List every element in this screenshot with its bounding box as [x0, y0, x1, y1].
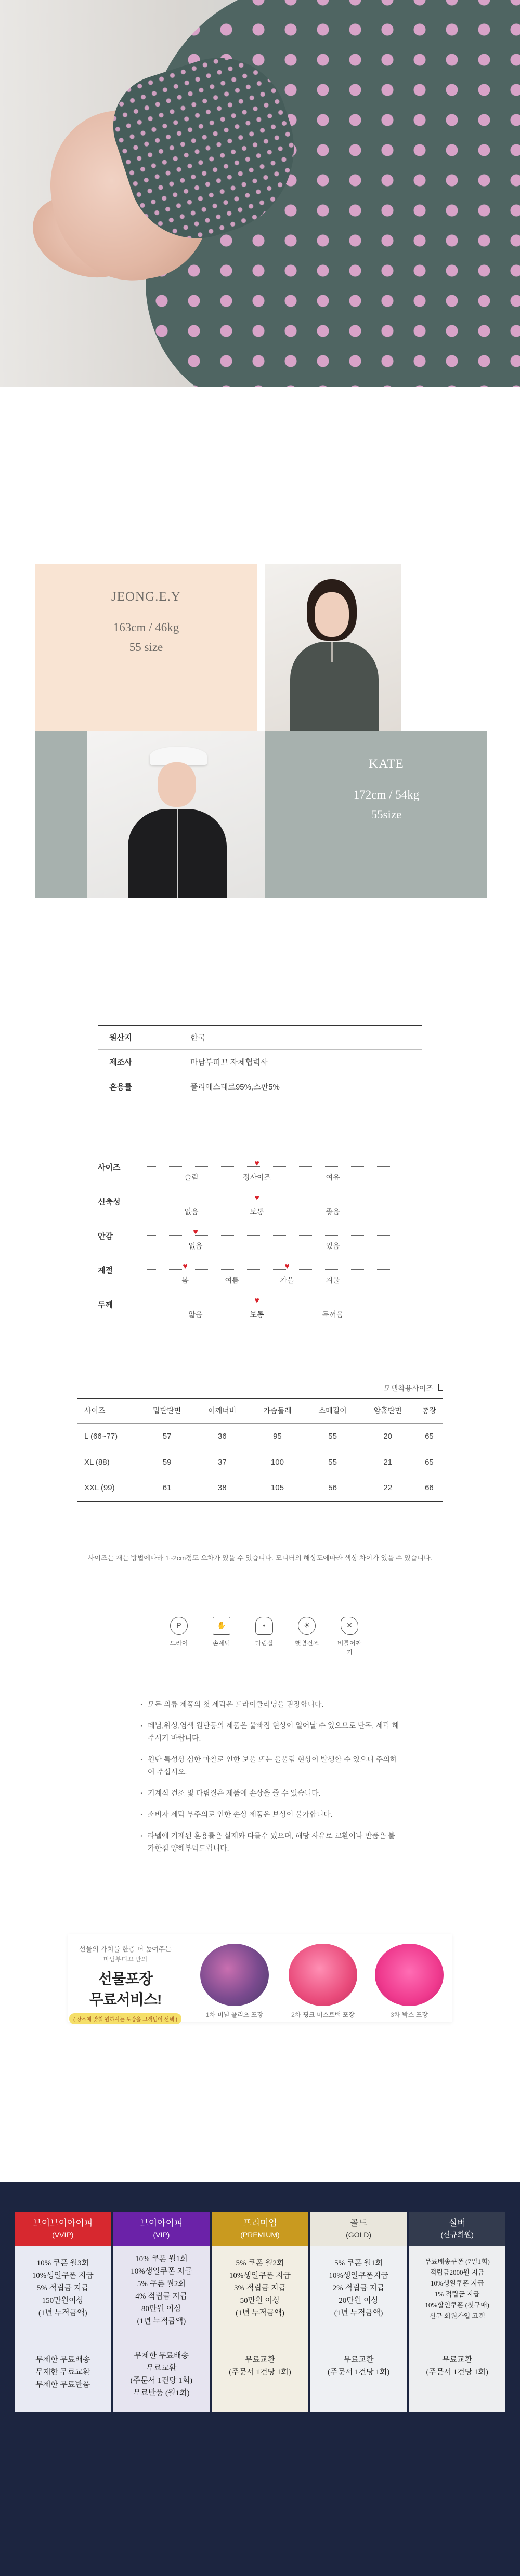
benefit: (1년 누적금액) — [38, 2309, 87, 2317]
benefit: 3% 적립금 지급 — [234, 2284, 286, 2292]
scale-option: 정사이즈 — [242, 1173, 271, 1181]
scale-option: 가을 — [280, 1276, 294, 1284]
heart-icon: ♥ — [183, 1262, 188, 1271]
benefit: 2% 적립금 지급 — [332, 2284, 385, 2292]
column-header: 어깨너비 — [194, 1398, 250, 1423]
info-key: 제조사 — [109, 1058, 132, 1067]
gift-line1: 선물의 가치를 한층 더 높여주는 — [79, 1945, 172, 1953]
scale-option: 좋음 — [326, 1207, 340, 1216]
heart-icon: ♥ — [284, 1262, 290, 1271]
gift-option-num: 3차 — [391, 2011, 400, 2019]
tier-header — [409, 2212, 505, 2246]
tier-name: 프리미엄 — [243, 2218, 277, 2228]
benefit: 50만원 이상 — [240, 2296, 280, 2305]
benefit: 10%생일쿠폰지급 — [329, 2272, 388, 2280]
info-key: 원산지 — [109, 1033, 132, 1042]
scale-option: 여유 — [326, 1173, 340, 1181]
benefit: 5% 쿠폰 월2회 — [137, 2280, 186, 2288]
care-label: 다림질 — [255, 1640, 274, 1647]
scale-option: 있음 — [326, 1242, 340, 1250]
model-2-name: KATE — [369, 757, 404, 771]
gift-option-image — [375, 1944, 444, 2006]
dry-clean-icon: P — [170, 1617, 188, 1635]
extra: 무제한 무료배송 — [35, 2356, 90, 2364]
sun-dry-icon: ☀ — [298, 1617, 316, 1635]
care-label: 드라이 — [170, 1640, 188, 1647]
scale-option: 없음 — [188, 1242, 203, 1250]
table-cell: XL (88) — [84, 1457, 110, 1467]
table-cell: 66 — [415, 1475, 443, 1501]
info-value: 한국 — [190, 1033, 205, 1042]
scale-label: 두께 — [98, 1300, 113, 1309]
gift-title-2: 무료서비스! — [89, 1991, 162, 2008]
table-header-row — [77, 1398, 443, 1423]
gift-option-image — [200, 1944, 269, 2006]
scale-label: 사이즈 — [98, 1163, 121, 1172]
extra: (주문서 1건당 1회) — [229, 2368, 291, 2376]
note-item: · 소비자 세탁 부주의로 인한 손상 제품은 보상이 불가합니다. — [139, 1808, 399, 1821]
table-cell: 100 — [270, 1457, 284, 1467]
tier-gold — [310, 2212, 407, 2412]
model-1-body: 163cm / 46kg — [113, 621, 179, 634]
care-item — [293, 1617, 320, 1657]
scale-option: 보통 — [250, 1207, 264, 1216]
scale-label: 계절 — [98, 1266, 113, 1275]
benefit: 10%생일쿠폰 지급 — [131, 2267, 192, 2276]
scale-option: 겨울 — [326, 1276, 340, 1284]
column-header: 가슴둘레 — [250, 1398, 305, 1423]
iron-icon: • — [255, 1617, 273, 1635]
gift-option-image — [289, 1944, 357, 2006]
tier-name: 실버 — [448, 2218, 466, 2228]
benefit: 5% 적립금 지급 — [36, 2284, 89, 2292]
table-row — [77, 1423, 443, 1449]
tier-vvip — [15, 2212, 111, 2412]
tier-body — [310, 2246, 407, 2412]
column-header: 총장 — [415, 1398, 443, 1423]
tier-header — [212, 2212, 308, 2246]
scale-option: 없음 — [184, 1207, 199, 1216]
table-cell: 95 — [273, 1431, 282, 1441]
benefit: 10% 쿠폰 월1회 — [135, 2255, 188, 2263]
benefit: 무료배송쿠폰 (7일1회) — [424, 2258, 490, 2265]
column-header: 밑단단면 — [139, 1398, 194, 1423]
benefit: 10%할인쿠폰 (첫구매) — [425, 2301, 489, 2309]
benefit: (1년 누적금액) — [137, 2317, 186, 2326]
info-row — [98, 1074, 422, 1099]
extra: (주문서 1건당 1회) — [327, 2368, 390, 2376]
membership-grid — [15, 2212, 505, 2412]
benefit: 5% 쿠폰 월2회 — [236, 2259, 284, 2267]
extra: 무료교환 — [245, 2356, 275, 2364]
model-2-size: 55size — [371, 808, 402, 821]
table-cell: 21 — [383, 1457, 393, 1467]
info-row — [98, 1025, 422, 1050]
benefit: 10%생일쿠폰 지급 — [229, 2272, 291, 2280]
gift-line2: 마담부띠끄 만의 — [103, 1956, 148, 1963]
extra: 무제한 무료교환 — [35, 2368, 90, 2376]
heart-icon: ♥ — [193, 1228, 198, 1237]
hand-wash-icon: ✋ — [213, 1617, 230, 1635]
hero-photo — [0, 0, 520, 387]
table-cell: XXL (99) — [77, 1475, 139, 1501]
column-header: 소매길이 — [305, 1398, 360, 1423]
no-wring-icon: ✕ — [341, 1617, 358, 1635]
benefit: (1년 누적금액) — [236, 2309, 284, 2317]
info-row — [98, 1050, 422, 1074]
tier-name: 브이아이피 — [140, 2218, 183, 2228]
tier-body — [113, 2246, 210, 2412]
scale-size — [98, 1153, 422, 1188]
column-header: 암홀단면 — [360, 1398, 415, 1423]
tier-header — [15, 2212, 111, 2246]
note-item: · 기계식 건조 및 다림질은 제품에 손상을 줄 수 있습니다. — [139, 1787, 399, 1799]
table-cell: 55 — [328, 1457, 337, 1467]
scale-option: 얇음 — [188, 1310, 203, 1319]
extra: 무료교환 — [442, 2356, 473, 2364]
size-chart — [77, 1382, 443, 1502]
info-key: 혼용률 — [109, 1083, 132, 1092]
extra: (주문서 1건당 1회) — [426, 2368, 488, 2376]
tier-header — [310, 2212, 407, 2246]
note-item: · 데님,워싱,염색 원단등의 제품은 물빠짐 현상이 일어날 수 있으므로 단독, 세탁 해주시기 바랍니다. — [139, 1719, 399, 1744]
benefit: 5% 쿠폰 월1회 — [334, 2259, 383, 2267]
tier-body — [212, 2246, 308, 2412]
gift-option-num: 1차 — [205, 2011, 216, 2019]
table-cell: 20 — [383, 1431, 393, 1441]
size-note: 사이즈는 재는 방법에따라 1~2cm정도 오차가 있을 수 있습니다. 모니터의 해상도에따라 색상 차이가 있을 수 있습니다. — [87, 1554, 433, 1562]
benefit: 신규 회원가입 고객 — [429, 2312, 485, 2320]
scale-thickness — [98, 1291, 422, 1325]
membership-benefits — [0, 2182, 520, 2576]
benefit: 10%생일쿠폰 지급 — [430, 2279, 484, 2287]
table-cell: 65 — [425, 1457, 434, 1467]
caption-text: 모델착용사이즈 — [384, 1384, 433, 1392]
tier-body — [409, 2246, 505, 2412]
scale-option: 보통 — [250, 1310, 264, 1319]
column-header: 사이즈 — [77, 1398, 139, 1423]
tier-sub: (신규회원) — [440, 2230, 474, 2239]
gift-option — [368, 1944, 451, 2019]
care-label: 비틀어짜기 — [337, 1640, 362, 1656]
model-1-name: JEONG.E.Y — [111, 590, 181, 604]
scale-option: 슬림 — [184, 1173, 199, 1181]
table-cell: 105 — [250, 1475, 305, 1501]
benefit: 150만원이상 — [42, 2296, 84, 2305]
note-item: · 모든 의류 제품의 첫 세탁은 드라이클리닝을 권장합니다. — [139, 1698, 399, 1710]
benefit: 10% 쿠폰 월3회 — [36, 2259, 89, 2267]
care-item — [208, 1617, 235, 1657]
scale-option: 두꺼움 — [322, 1310, 344, 1319]
scale-stretch — [98, 1188, 422, 1222]
care-notes — [139, 1698, 399, 1863]
table-row — [77, 1475, 443, 1501]
table-cell: 57 — [162, 1431, 172, 1441]
benefit: 적립금2000원 지급 — [430, 2268, 485, 2276]
benefit: 1% 적립금 지급 — [434, 2290, 480, 2298]
fit-scales — [98, 1153, 422, 1325]
gift-option-label: 박스 포장 — [402, 2011, 428, 2019]
heart-icon: ♥ — [254, 1193, 259, 1202]
care-item — [336, 1617, 363, 1657]
scale-option: 여름 — [225, 1276, 239, 1284]
gift-option — [193, 1944, 276, 2019]
care-item — [251, 1617, 278, 1657]
product-info-table — [98, 1025, 422, 1099]
care-label: 햇볕건조 — [294, 1640, 319, 1647]
tier-premium — [212, 2212, 308, 2412]
tier-name: 골드 — [350, 2218, 367, 2228]
benefit: (1년 누적금액) — [334, 2309, 383, 2317]
table-row — [77, 1449, 443, 1475]
tier-sub: (GOLD) — [346, 2230, 372, 2239]
gift-wrap-text — [68, 1934, 183, 2023]
scale-track — [147, 1166, 391, 1167]
tier-sub: (PREMIUM) — [240, 2230, 280, 2239]
table-cell: 55 — [328, 1431, 337, 1441]
heart-icon: ♥ — [254, 1159, 259, 1168]
table-cell: 56 — [305, 1475, 360, 1501]
extra: 무료교환 — [146, 2364, 177, 2372]
table-cell: 65 — [425, 1431, 434, 1441]
table-cell: 61 — [139, 1475, 194, 1501]
tier-body — [15, 2246, 111, 2412]
table-cell: 36 — [217, 1431, 227, 1441]
info-value: 폴리에스테르95%,스판5% — [190, 1083, 280, 1092]
tier-sub: (VIP) — [153, 2230, 170, 2239]
model-1-card — [35, 564, 257, 731]
gift-title: 선물포장 — [98, 1971, 153, 1987]
benefit: 20만원 이상 — [339, 2296, 379, 2305]
scale-season — [98, 1256, 422, 1291]
gift-wrap-banner — [68, 1934, 452, 2022]
gift-option-label: 비닐 플리츠 포장 — [217, 2011, 264, 2019]
scale-option: 봄 — [181, 1276, 189, 1284]
tier-name: 브이브이아이피 — [33, 2218, 93, 2228]
scale-label: 안감 — [98, 1232, 113, 1241]
table-cell: L (66~77) — [84, 1431, 118, 1441]
extra: 무료반품 (월1회) — [133, 2389, 190, 2397]
extra: (주문서 1건당 1회) — [130, 2376, 193, 2385]
scale-lining — [98, 1222, 422, 1256]
care-label: 손세탁 — [212, 1640, 231, 1647]
benefit: 4% 적립금 지급 — [135, 2292, 188, 2301]
benefit: 80만원 이상 — [141, 2305, 181, 2313]
scale-track — [147, 1235, 391, 1236]
extra: 무제한 무료배송 — [134, 2352, 189, 2360]
table-cell: 59 — [162, 1457, 172, 1467]
model-2-photo — [87, 731, 265, 898]
tier-silver — [409, 2212, 505, 2412]
table-cell: 22 — [360, 1475, 415, 1501]
gift-option-label: 핑크 미스트백 포장 — [303, 2011, 355, 2019]
caption-size: L — [437, 1382, 443, 1393]
extra: 무제한 무료반품 — [35, 2381, 90, 2389]
care-instructions — [165, 1617, 363, 1657]
gift-option — [281, 1944, 365, 2019]
care-item — [165, 1617, 192, 1657]
note-item: · 원단 특성상 심한 마찰로 인한 보풀 또는 올풀림 현상이 발생할 수 있으니 주의하여 주십시오. — [139, 1753, 399, 1778]
note-item: · 라벨에 기재된 혼용률은 실제와 다를수 있으며, 해당 사유로 교환이나 반품은 불가한점 양해부탁드립니다. — [139, 1829, 399, 1854]
info-value: 마담부띠끄 자체협력사 — [190, 1058, 268, 1067]
extra: 무료교환 — [343, 2356, 374, 2364]
gift-option-num: 2차 — [291, 2011, 301, 2019]
model-2-card — [265, 731, 487, 898]
model-1-photo — [265, 564, 401, 731]
table-cell: 38 — [194, 1475, 250, 1501]
scale-label: 신축성 — [98, 1198, 121, 1206]
tier-header — [113, 2212, 210, 2246]
table-cell: 37 — [217, 1457, 227, 1467]
tier-sub: (VVIP) — [52, 2230, 74, 2239]
model-size-caption — [77, 1382, 443, 1398]
gift-pill: ( 장소에 맞춰 원하시는 포장을 고객님이 선택 ) — [69, 2013, 181, 2024]
heart-icon: ♥ — [254, 1296, 259, 1305]
tier-vip — [113, 2212, 210, 2412]
benefit: 10%생일쿠폰 지급 — [32, 2272, 94, 2280]
model-2-card-left-strip — [35, 731, 87, 898]
model-2-body: 172cm / 54kg — [353, 788, 420, 801]
model-1-size: 55 size — [129, 641, 163, 654]
size-table — [77, 1398, 443, 1502]
